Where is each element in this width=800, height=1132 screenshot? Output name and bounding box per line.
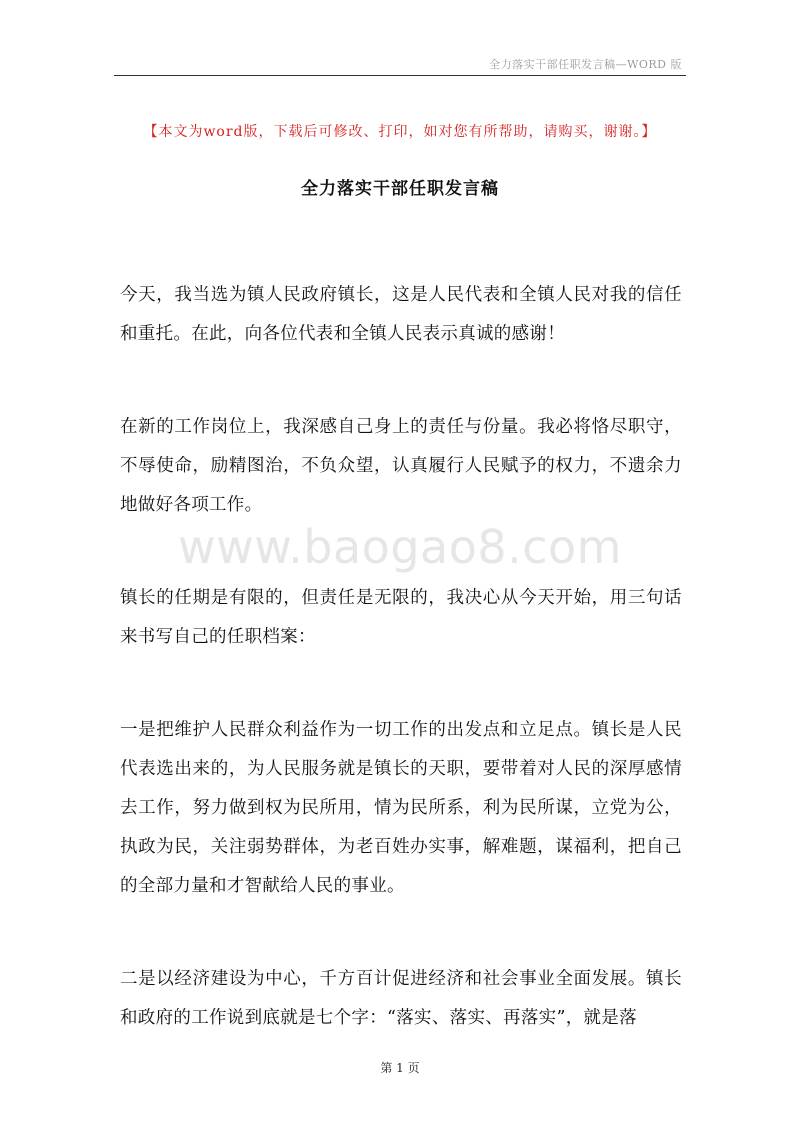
paragraph-3: 镇长的任期是有限的，但责任是无限的，我决心从今天开始，用三句话来书写自己的任职档案： xyxy=(120,588,682,647)
page-number: 第 1 页 xyxy=(380,1061,420,1075)
header-divider xyxy=(114,75,686,76)
document-body xyxy=(120,276,682,1092)
paragraph-5: 二是以经济建设为中心，千方百计促进经济和社会事业全面发展。镇长和政府的工作说到底就是七个字：“落实、落实、再落实”，就是落 xyxy=(120,969,682,1028)
paragraph-1: 今天，我当选为镇人民政府镇长，这是人民代表和全镇人民对我的信任和重托。在此，向各位代表和全镇人民表示真诚的感谢！ xyxy=(120,285,682,344)
paragraph-2: 在新的工作岗位上，我深感自己身上的责任与份量。我必将恪尽职守，不辱使命，励精图治，不负众望，认真履行人民赋予的权力，不遗余力地做好各项工作。 xyxy=(120,417,682,515)
watermark: www.baogao8.com xyxy=(178,520,622,574)
running-header: 全力落实干部任职发言稿—WORD 版 xyxy=(489,58,682,71)
purchase-notice: 【本文为word版，下载后可修改、打印，如对您有所帮助，请购买，谢谢。】 xyxy=(143,124,657,140)
paragraph-4: 一是把维护人民群众利益作为一切工作的出发点和立足点。镇长是人民代表选出来的，为人民服务就是镇长的天职，要带着对人民的深厚感情去工作，努力做到权为民所用，情为民所系，利为民所谋，立党为公，执政为民，关注弱势群体，为老百姓办实事，解难题，谋福利，把自己的全部力量和才智献给人民的事业。 xyxy=(120,720,682,896)
document-title: 全力落实干部任职发言稿 xyxy=(301,179,499,199)
